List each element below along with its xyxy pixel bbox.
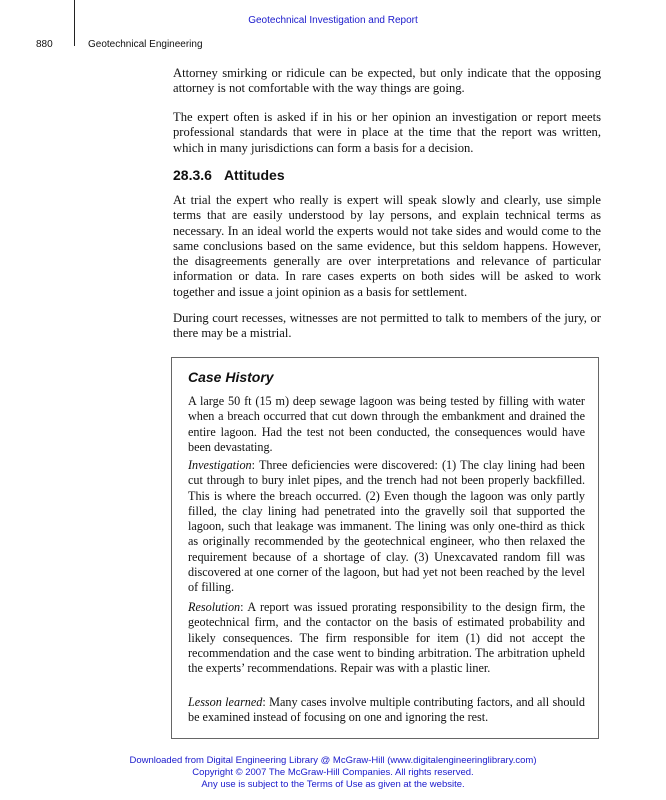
investigation-label: Investigation	[188, 458, 252, 472]
banner-title: Geotechnical Investigation and Report	[248, 15, 418, 26]
section-number: 28.3.6	[173, 167, 212, 183]
investigation-text: : Three deficiencies were discovered: (1) The clay lining had been cut through to bury inlet pipes, and the trench had not been properly backfilled. This is where the breach occurred. (2) Even though the lagoon was only partly filled, the clay lining had penetrated into the gravelly soil that supported the lagoon, such that leakage was immanent. The lining was only one-third as thick as originally recommended by the geotechnical engineer, who then relaxed the requirement because of a shortage of clay. (3) Unexcavated random fill was discovered at one corner of the lagoon, but had yet not been reached by the level of filling.	[188, 458, 585, 595]
paragraph-3: At trial the expert who really is expert will speak slowly and clearly, use simple terms that are easily understood by lay persons, and explain technical terms as necessary. In an ideal world the experts would not take sides and would come to the same conclusions based on the same evidence, but this seldom happens. However, the disagreements generally are over interpretations and relevance of particular information or data. In rare cases experts on both sides will be asked to work together and issue a joint opinion as a basis for settlement.	[173, 193, 601, 299]
case-lesson	[188, 695, 585, 726]
lesson-text: : Many cases involve multiple contributing factors, and all should be examined instead of focusing on one and ignoring the rest.	[188, 695, 585, 725]
paragraph-2: The expert often is asked if in his or her opinion an investigation or report meets professional standards that were in place at the time that the report was written, which in many jurisdictions can form a basis for a decision.	[173, 110, 601, 155]
footer-terms[interactable]: Any use is subject to the Terms of Use as given at the website.	[201, 779, 465, 790]
case-investigation	[188, 458, 585, 596]
paragraph-1: Attorney smirking or ridicule can be expected, but only indicate that the opposing attorney is not comfortable with the way things are going.	[173, 66, 601, 96]
resolution-label: Resolution	[188, 600, 241, 614]
resolution-text: : A report was issued prorating responsibility to the design firm, the geotechnical firm, and the contactor on the basis of estimated probability and likely consequences. The firm responsible for item (1) did not accept the recommendation and the case went to binding arbitration. The arbitration upheld the experts’ recommendations. Repair was with a plastic liner.	[188, 600, 585, 676]
case-history-title: Case History	[188, 369, 274, 385]
header-divider	[74, 0, 75, 46]
paragraph-4: During court recesses, witnesses are not permitted to talk to members of the jury, or there may be a mistrial.	[173, 311, 601, 341]
footer-copyright: Copyright © 2007 The McGraw-Hill Companies. All rights reserved.	[192, 767, 474, 778]
footer-download-link[interactable]: Downloaded from Digital Engineering Library @ McGraw-Hill (www.digitalengineeringlibrary.com)	[129, 755, 537, 766]
running-header: Geotechnical Engineering	[88, 39, 203, 50]
page-number: 880	[36, 39, 53, 50]
section-title: Attitudes	[223, 167, 285, 183]
case-intro: A large 50 ft (15 m) deep sewage lagoon was being tested by filling with water when a breach occurred that cut down through the embankment and drained the entire lagoon. Had the test not been conducted, the consequences would have been devastating.	[188, 394, 585, 454]
lesson-label: Lesson learned	[188, 695, 263, 709]
case-resolution	[188, 600, 585, 676]
section-heading	[173, 167, 285, 183]
